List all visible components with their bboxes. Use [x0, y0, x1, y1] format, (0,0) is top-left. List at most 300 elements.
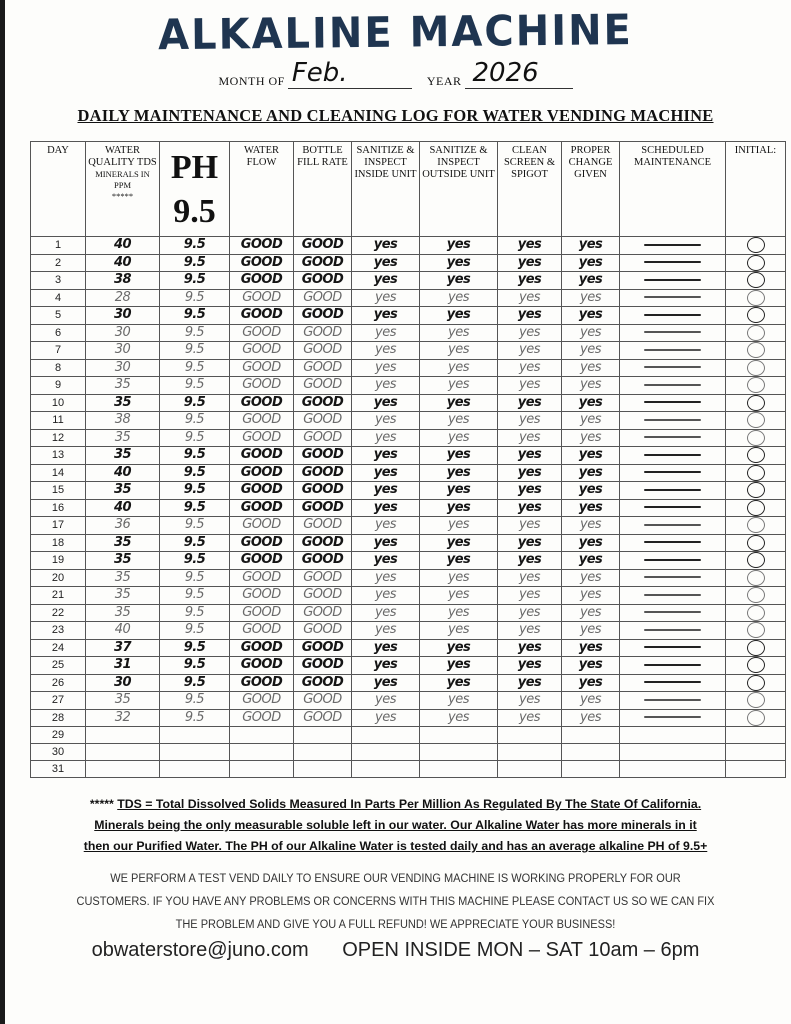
month-year-line — [0, 58, 791, 89]
change-given-cell: yes — [562, 429, 620, 447]
sanitize-inside-cell: yes — [352, 499, 420, 517]
scheduled-maintenance-cell — [620, 272, 726, 290]
sanitize-inside-cell: yes — [352, 324, 420, 342]
signature-initials-icon — [747, 587, 765, 603]
col-sanitize-outside — [420, 142, 498, 237]
day-cell: 27 — [31, 692, 86, 710]
notice-line-2: CUSTOMERS. IF YOU HAVE ANY PROBLEMS OR CONCERNS WITH THIS MACHINE PLEASE CONTACT US SO WE CAN FIX — [76, 895, 715, 909]
contact-email[interactable]: obwaterstore@juno.com — [91, 939, 309, 961]
dash-mark — [644, 349, 702, 351]
sanitize-inside-cell — [352, 744, 420, 761]
bottle-fill-cell: GOOD — [294, 412, 352, 430]
scheduled-maintenance-cell — [620, 761, 726, 778]
scheduled-maintenance-cell — [620, 412, 726, 430]
dash-mark — [644, 331, 702, 333]
sanitize-inside-cell: yes — [352, 447, 420, 465]
initials-cell — [726, 727, 786, 744]
table-row — [31, 674, 786, 692]
scheduled-maintenance-cell — [620, 429, 726, 447]
table-row — [31, 394, 786, 412]
day-cell: 28 — [31, 709, 86, 727]
sanitize-outside-cell: yes — [420, 587, 498, 605]
tds-cell: 35 — [86, 587, 160, 605]
dash-mark — [644, 664, 702, 666]
clean-screen-cell: yes — [498, 517, 562, 535]
table-row — [31, 482, 786, 500]
bottle-fill-cell: GOOD — [294, 692, 352, 710]
initials-cell — [726, 674, 786, 692]
scheduled-maintenance-cell — [620, 359, 726, 377]
signature-initials-icon — [747, 675, 765, 691]
ph-cell: 9.5 — [160, 692, 230, 710]
sanitize-outside-cell: yes — [420, 342, 498, 360]
day-cell: 4 — [31, 289, 86, 307]
col-ph — [160, 142, 230, 237]
signature-initials-icon — [747, 447, 765, 463]
ph-cell — [160, 744, 230, 761]
table-row — [31, 692, 786, 710]
ph-cell: 9.5 — [160, 272, 230, 290]
initials-cell — [726, 744, 786, 761]
sanitize-inside-cell: yes — [352, 237, 420, 255]
clean-screen-cell: yes — [498, 692, 562, 710]
sanitize-outside-cell: yes — [420, 499, 498, 517]
scheduled-maintenance-cell — [620, 447, 726, 465]
sanitize-outside-cell: yes — [420, 464, 498, 482]
clean-screen-cell: yes — [498, 639, 562, 657]
maintenance-log-table — [30, 141, 786, 778]
ph-cell: 9.5 — [160, 657, 230, 675]
change-given-cell: yes — [562, 377, 620, 395]
sanitize-outside-cell: yes — [420, 254, 498, 272]
sanitize-outside-cell: yes — [420, 482, 498, 500]
signature-initials-icon — [747, 412, 765, 428]
machine-title: ALKALINE MACHINE — [157, 6, 634, 60]
scheduled-maintenance-cell — [620, 342, 726, 360]
change-given-cell: yes — [562, 517, 620, 535]
sanitize-outside-cell: yes — [420, 709, 498, 727]
signature-initials-icon — [747, 255, 765, 271]
scheduled-maintenance-cell — [620, 517, 726, 535]
dash-mark — [644, 629, 702, 631]
sanitize-inside-cell: yes — [352, 254, 420, 272]
water-flow-cell: GOOD — [230, 709, 294, 727]
table-row — [31, 499, 786, 517]
signature-initials-icon — [747, 605, 765, 621]
ph-cell — [160, 727, 230, 744]
signature-initials-icon — [747, 622, 765, 638]
signature-initials-icon — [747, 552, 765, 568]
clean-screen-cell: yes — [498, 482, 562, 500]
change-given-cell: yes — [562, 482, 620, 500]
change-given-cell: yes — [562, 499, 620, 517]
table-row — [31, 534, 786, 552]
ph-cell: 9.5 — [160, 587, 230, 605]
tds-cell: 30 — [86, 342, 160, 360]
day-cell: 11 — [31, 412, 86, 430]
clean-screen-cell: yes — [498, 254, 562, 272]
ph-cell: 9.5 — [160, 359, 230, 377]
clean-screen-cell: yes — [498, 552, 562, 570]
sanitize-inside-cell: yes — [352, 307, 420, 325]
col-tds-sub: MINERALS IN PPM — [95, 169, 150, 190]
sanitize-inside-cell: yes — [352, 692, 420, 710]
water-flow-cell: GOOD — [230, 377, 294, 395]
water-flow-cell: GOOD — [230, 587, 294, 605]
table-row — [31, 254, 786, 272]
water-flow-cell: GOOD — [230, 359, 294, 377]
sanitize-inside-cell: yes — [352, 464, 420, 482]
initials-cell — [726, 761, 786, 778]
bottle-fill-cell: GOOD — [294, 289, 352, 307]
initials-cell — [726, 324, 786, 342]
signature-initials-icon — [747, 307, 765, 323]
sanitize-inside-cell: yes — [352, 604, 420, 622]
change-given-cell: yes — [562, 394, 620, 412]
notice-line-1: WE PERFORM A TEST VEND DAILY TO ENSURE OUR VENDING MACHINE IS WORKING PROPERLY FOR OUR — [110, 872, 681, 886]
tds-cell: 30 — [86, 359, 160, 377]
clean-screen-cell — [498, 727, 562, 744]
footnote-line-2 — [0, 815, 791, 836]
initials-cell — [726, 534, 786, 552]
clean-screen-cell: yes — [498, 674, 562, 692]
change-given-cell: yes — [562, 254, 620, 272]
water-flow-cell: GOOD — [230, 534, 294, 552]
clean-screen-cell: yes — [498, 359, 562, 377]
tds-cell — [86, 744, 160, 761]
clean-screen-cell: yes — [498, 394, 562, 412]
sanitize-inside-cell: yes — [352, 272, 420, 290]
table-row — [31, 464, 786, 482]
tds-cell: 35 — [86, 692, 160, 710]
sanitize-outside-cell: yes — [420, 237, 498, 255]
ph-cell: 9.5 — [160, 324, 230, 342]
initials-cell — [726, 569, 786, 587]
clean-screen-cell: yes — [498, 412, 562, 430]
table-row — [31, 412, 786, 430]
water-flow-cell: GOOD — [230, 674, 294, 692]
change-given-cell: yes — [562, 674, 620, 692]
dash-mark — [644, 314, 702, 316]
sanitize-outside-cell: yes — [420, 272, 498, 290]
signature-initials-icon — [747, 272, 765, 288]
sanitize-inside-cell: yes — [352, 429, 420, 447]
scheduled-maintenance-cell — [620, 254, 726, 272]
change-given-cell: yes — [562, 692, 620, 710]
sanitize-outside-cell: yes — [420, 447, 498, 465]
change-given-cell: yes — [562, 412, 620, 430]
bottle-fill-cell: GOOD — [294, 254, 352, 272]
tds-cell: 35 — [86, 429, 160, 447]
day-cell: 23 — [31, 622, 86, 640]
col-day — [31, 142, 86, 237]
change-given-cell: yes — [562, 464, 620, 482]
year-value: 2026 — [465, 58, 573, 89]
day-cell: 6 — [31, 324, 86, 342]
scheduled-maintenance-cell — [620, 639, 726, 657]
ph-cell: 9.5 — [160, 534, 230, 552]
tds-cell: 36 — [86, 517, 160, 535]
sanitize-inside-cell: yes — [352, 552, 420, 570]
tds-cell: 32 — [86, 709, 160, 727]
col-tds-label: WATER QUALITY TDS — [88, 145, 157, 168]
bottle-fill-cell: GOOD — [294, 709, 352, 727]
clean-screen-cell: yes — [498, 447, 562, 465]
scheduled-maintenance-cell — [620, 622, 726, 640]
initials-cell — [726, 429, 786, 447]
ph-cell: 9.5 — [160, 464, 230, 482]
tds-cell: 35 — [86, 534, 160, 552]
water-flow-cell: GOOD — [230, 237, 294, 255]
scheduled-maintenance-cell — [620, 324, 726, 342]
ph-cell: 9.5 — [160, 622, 230, 640]
dash-mark — [644, 296, 702, 298]
bottle-fill-cell: GOOD — [294, 639, 352, 657]
sanitize-inside-cell: yes — [352, 709, 420, 727]
table-row — [31, 289, 786, 307]
ph-cell: 9.5 — [160, 429, 230, 447]
change-given-cell: yes — [562, 709, 620, 727]
initials-cell — [726, 552, 786, 570]
ph-cell: 9.5 — [160, 604, 230, 622]
scheduled-maintenance-cell — [620, 289, 726, 307]
dash-mark — [644, 716, 702, 718]
ph-cell: 9.5 — [160, 552, 230, 570]
day-cell: 22 — [31, 604, 86, 622]
sanitize-outside-cell: yes — [420, 289, 498, 307]
water-flow-cell: GOOD — [230, 482, 294, 500]
footnote-text-3: then our Purified Water. The PH of our Alkaline Water is tested daily and has an average alkaline PH of 9.5+ — [83, 839, 708, 853]
sanitize-outside-cell: yes — [420, 622, 498, 640]
ph-cell: 9.5 — [160, 394, 230, 412]
change-given-cell: yes — [562, 569, 620, 587]
table-row — [31, 429, 786, 447]
table-row — [31, 604, 786, 622]
tds-footnote — [0, 794, 791, 857]
change-given-cell — [562, 761, 620, 778]
initials-cell — [726, 254, 786, 272]
clean-screen-cell: yes — [498, 622, 562, 640]
initials-cell — [726, 517, 786, 535]
signature-initials-icon — [747, 482, 765, 498]
scheduled-maintenance-cell — [620, 604, 726, 622]
col-change-given — [562, 142, 620, 237]
col-sanitize-inside — [352, 142, 420, 237]
initials-cell — [726, 412, 786, 430]
col-sanitize-outside-label: SANITIZE & INSPECT OUTSIDE UNIT — [422, 145, 495, 180]
clean-screen-cell: yes — [498, 272, 562, 290]
day-cell: 9 — [31, 377, 86, 395]
dash-mark — [644, 594, 702, 596]
table-row — [31, 744, 786, 761]
bottle-fill-cell: GOOD — [294, 674, 352, 692]
scheduled-maintenance-cell — [620, 744, 726, 761]
water-flow-cell: GOOD — [230, 412, 294, 430]
day-cell: 5 — [31, 307, 86, 325]
dash-mark — [644, 541, 702, 543]
sanitize-inside-cell: yes — [352, 482, 420, 500]
tds-cell: 35 — [86, 482, 160, 500]
col-bottle-fill-label: BOTTLE FILL RATE — [297, 145, 348, 168]
dash-mark — [644, 611, 702, 613]
sanitize-inside-cell: yes — [352, 412, 420, 430]
bottle-fill-cell — [294, 744, 352, 761]
sanitize-inside-cell: yes — [352, 289, 420, 307]
signature-initials-icon — [747, 377, 765, 393]
sanitize-inside-cell: yes — [352, 569, 420, 587]
year-label: YEAR — [426, 74, 462, 88]
signature-initials-icon — [747, 360, 765, 376]
scheduled-maintenance-cell — [620, 534, 726, 552]
bottle-fill-cell: GOOD — [294, 482, 352, 500]
dash-mark — [644, 436, 702, 438]
ph-cell: 9.5 — [160, 254, 230, 272]
scheduled-maintenance-cell — [620, 307, 726, 325]
scheduled-maintenance-cell — [620, 464, 726, 482]
tds-cell: 35 — [86, 604, 160, 622]
scheduled-maintenance-cell — [620, 709, 726, 727]
day-cell: 14 — [31, 464, 86, 482]
day-cell: 12 — [31, 429, 86, 447]
scheduled-maintenance-cell — [620, 499, 726, 517]
tds-cell: 35 — [86, 394, 160, 412]
initials-cell — [726, 377, 786, 395]
signature-initials-icon — [747, 500, 765, 516]
sanitize-inside-cell: yes — [352, 657, 420, 675]
bottle-fill-cell: GOOD — [294, 552, 352, 570]
footnote-text-2: Minerals being the only measurable soluble left in our water. Our Alkaline Water has more minerals in it — [94, 818, 697, 832]
sanitize-outside-cell: yes — [420, 692, 498, 710]
ph-cell: 9.5 — [160, 517, 230, 535]
clean-screen-cell: yes — [498, 237, 562, 255]
tds-cell: 35 — [86, 552, 160, 570]
day-cell: 10 — [31, 394, 86, 412]
dash-mark — [644, 366, 702, 368]
bottle-fill-cell: GOOD — [294, 447, 352, 465]
sanitize-inside-cell: yes — [352, 674, 420, 692]
dash-mark — [644, 506, 702, 508]
sanitize-outside-cell: yes — [420, 377, 498, 395]
clean-screen-cell — [498, 744, 562, 761]
ph-cell: 9.5 — [160, 482, 230, 500]
signature-initials-icon — [747, 692, 765, 708]
scheduled-maintenance-cell — [620, 692, 726, 710]
dash-mark — [644, 471, 702, 473]
water-flow-cell: GOOD — [230, 447, 294, 465]
day-cell: 2 — [31, 254, 86, 272]
sanitize-outside-cell: yes — [420, 517, 498, 535]
day-cell: 21 — [31, 587, 86, 605]
change-given-cell: yes — [562, 604, 620, 622]
water-flow-cell: GOOD — [230, 324, 294, 342]
footnote-stars: ***** — [89, 797, 114, 811]
footnote-line-3 — [0, 836, 791, 857]
dash-mark — [644, 681, 702, 683]
table-row — [31, 552, 786, 570]
bottle-fill-cell: GOOD — [294, 657, 352, 675]
initials-cell — [726, 692, 786, 710]
day-cell: 16 — [31, 499, 86, 517]
clean-screen-cell: yes — [498, 464, 562, 482]
change-given-cell: yes — [562, 657, 620, 675]
bottle-fill-cell: GOOD — [294, 377, 352, 395]
sanitize-inside-cell: yes — [352, 639, 420, 657]
water-flow-cell — [230, 744, 294, 761]
water-flow-cell: GOOD — [230, 692, 294, 710]
col-scheduled-label: SCHEDULED MAINTENANCE — [634, 145, 711, 168]
col-water-flow — [230, 142, 294, 237]
change-given-cell — [562, 744, 620, 761]
tds-cell — [86, 761, 160, 778]
tds-cell: 40 — [86, 254, 160, 272]
day-cell: 1 — [31, 237, 86, 255]
ph-cell: 9.5 — [160, 569, 230, 587]
scheduled-maintenance-cell — [620, 394, 726, 412]
sanitize-inside-cell: yes — [352, 587, 420, 605]
bottle-fill-cell: GOOD — [294, 587, 352, 605]
initials-cell — [726, 587, 786, 605]
bottle-fill-cell: GOOD — [294, 342, 352, 360]
table-header-row — [31, 142, 786, 237]
initials-cell — [726, 482, 786, 500]
signature-initials-icon — [747, 237, 765, 253]
water-flow-cell: GOOD — [230, 272, 294, 290]
bottle-fill-cell: GOOD — [294, 237, 352, 255]
change-given-cell: yes — [562, 289, 620, 307]
bottle-fill-cell: GOOD — [294, 604, 352, 622]
dash-mark — [644, 454, 702, 456]
clean-screen-cell: yes — [498, 709, 562, 727]
col-sanitize-inside-label: SANITIZE & INSPECT INSIDE UNIT — [354, 145, 417, 180]
initials-cell — [726, 272, 786, 290]
signature-initials-icon — [747, 325, 765, 341]
day-cell: 7 — [31, 342, 86, 360]
table-row — [31, 342, 786, 360]
bottle-fill-cell: GOOD — [294, 464, 352, 482]
table-row — [31, 324, 786, 342]
sanitize-outside-cell: yes — [420, 569, 498, 587]
dash-mark — [644, 401, 702, 403]
clean-screen-cell: yes — [498, 429, 562, 447]
day-cell: 29 — [31, 727, 86, 744]
day-cell: 26 — [31, 674, 86, 692]
dash-mark — [644, 261, 702, 263]
bottle-fill-cell — [294, 727, 352, 744]
water-flow-cell: GOOD — [230, 657, 294, 675]
table-row — [31, 569, 786, 587]
dash-mark — [644, 384, 702, 386]
col-ph-label: PH — [170, 149, 219, 186]
dash-mark — [644, 419, 702, 421]
initials-cell — [726, 499, 786, 517]
signature-initials-icon — [747, 640, 765, 656]
water-flow-cell: GOOD — [230, 464, 294, 482]
dash-mark — [644, 489, 702, 491]
col-tds-stars: ***** — [111, 191, 134, 201]
day-cell: 13 — [31, 447, 86, 465]
dash-mark — [644, 576, 702, 578]
clean-screen-cell: yes — [498, 377, 562, 395]
scheduled-maintenance-cell — [620, 237, 726, 255]
footnote-line-1 — [0, 794, 791, 815]
customer-notice — [0, 867, 791, 936]
bottle-fill-cell: GOOD — [294, 517, 352, 535]
tds-cell: 31 — [86, 657, 160, 675]
water-flow-cell: GOOD — [230, 307, 294, 325]
tds-cell: 30 — [86, 324, 160, 342]
col-day-label: DAY — [47, 145, 69, 156]
initials-cell — [726, 342, 786, 360]
